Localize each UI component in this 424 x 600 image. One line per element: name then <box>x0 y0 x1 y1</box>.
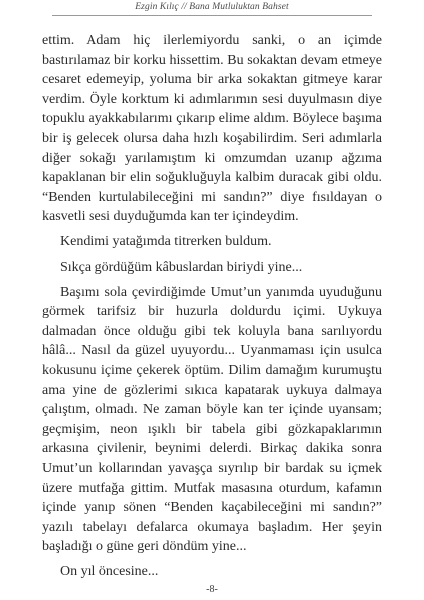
paragraph: Sıkça gördüğüm kâbuslardan biriydi yine... <box>60 259 303 275</box>
paragraph: Kendimi yatağımda titrerken buldum. <box>60 234 272 250</box>
running-header: Ezgin Kılıç // Bana Mutluluktan Bahset <box>135 2 289 12</box>
paragraph: ettim. Adam hiç ilerlemiyordu sanki, o an içimde bastırılamaz bir korku hissettim. Bu sokaktan devam etmeye cesaret edemeyip, yoluma bir arka sokaktan gitmeye karar verdim. Öyle korktum ki adımlarımın sesi duyulmasın diye topuklu ayakkabılarımı çıkarıp elime aldım. Böylece başıma bir iş gelecek olursa daha hızlı koşabilirdim. Seri adımlarla diğer sokağı yarılamıştım ki omzumdan uzanıp ağzıma kapaklanan bir elin soğukluğuyla kalbim duracak gibi oldu. “Benden kurtulabileceğini mi sandın?” diye fısıldayan o kasvetli sesi duyduğumda kan ter içindeydim. <box>42 33 382 225</box>
body-text <box>42 31 382 588</box>
paragraph: On yıl öncesine... <box>60 564 159 580</box>
header-rule <box>52 15 372 16</box>
paragraph: Başımı sola çevirdiğimde Umut’un yanımda uyuduğunu görmek tarifsiz bir huzurla doldurdu içimi. Uykuya dalmadan önce olduğu gibi tek koluyla bana sarılıyordu hâlâ... Nasıl da güzel uyuyordu... Uyanmaması için usulca kokusunu içime çekerek öptüm. Dilim damağım kurumuştu ama yine de gözlerimi sıkıca kapatarak uykuya dalmaya çalıştım, olmadı. Ne zaman böyle kan ter içinde uyansam; geçmişim, neon ışıklı bir tabela gibi gözkapaklarımın arkasına çivilenir, beynimi delerdi. Birkaç dakika sonra Umut’un kollarından yavaşça sıyrılıp bir bardak su içmek üzere mutfağa gittim. Mutfak masasına oturdum, kafamın içinde yanıp sönen “Benden kaçabileceğini mi sandın?” yazılı tabelayı defalarca okumaya başladım. Her şeyin başladığı o güne geri döndüm yine... <box>42 284 382 555</box>
page-number: -8- <box>206 584 218 595</box>
